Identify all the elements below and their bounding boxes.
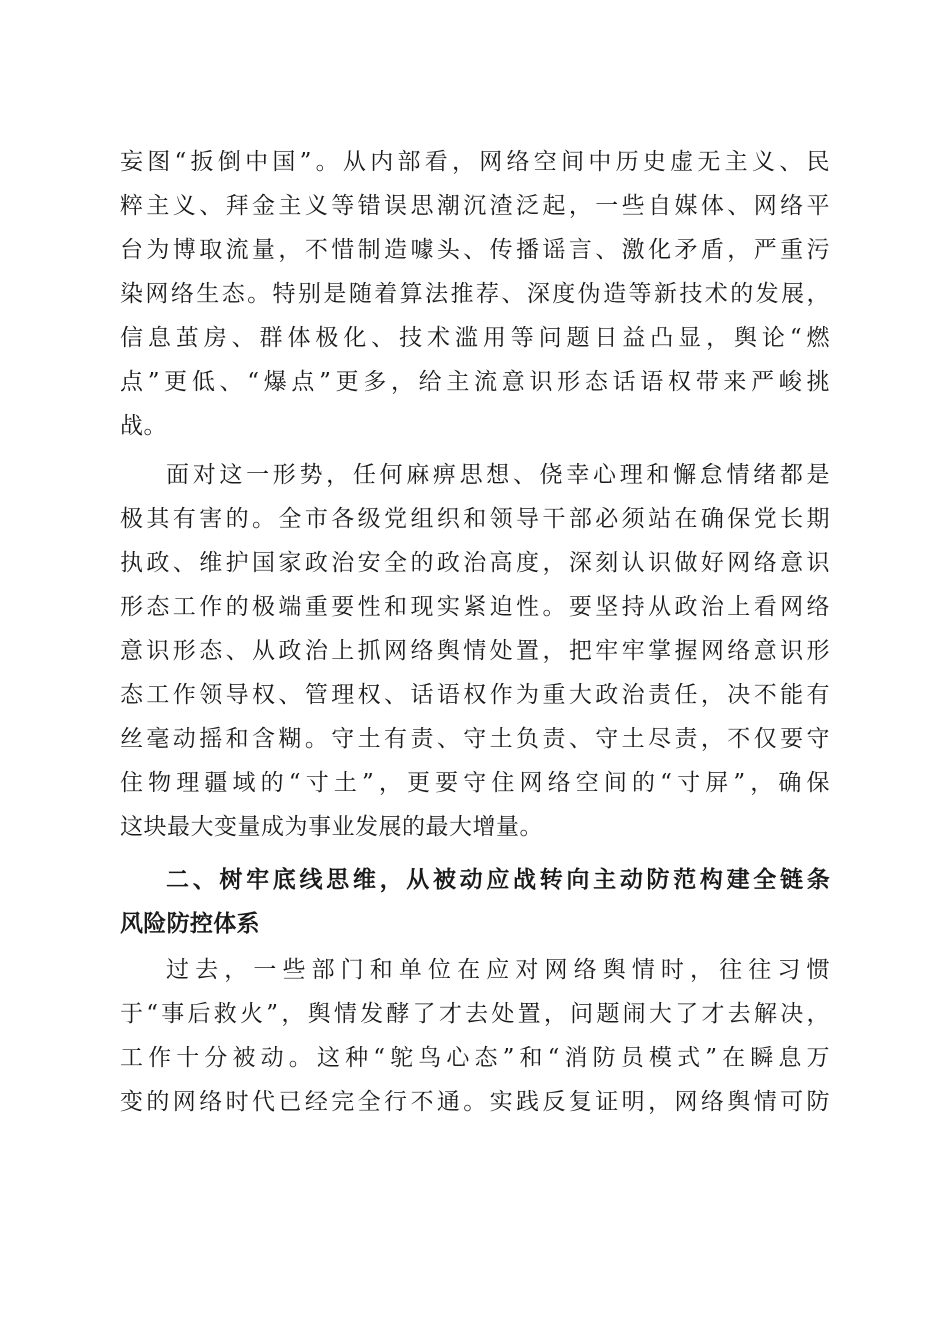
- paragraph-line: 面对这一形势，任何麻痹思想、侥幸心理和懈怠情绪都是: [166, 462, 830, 488]
- paragraph-line: 意识形态、从政治上抓网络舆情处置，把牢牢掌握网络意识形: [120, 638, 830, 664]
- paragraph-line: 妄图“扳倒中国”。从内部看，网络空间中历史虚无主义、民: [120, 149, 830, 175]
- paragraph-line: 极其有害的。全市各级党组织和领导干部必须站在确保党长期: [120, 506, 830, 532]
- paragraph-line: 战。: [120, 413, 167, 439]
- paragraph-line: 信息茧房、群体极化、技术滥用等问题日益凸显，舆论“燃: [120, 325, 830, 351]
- paragraph-line: 过去，一些部门和单位在应对网络舆情时，往往习惯: [166, 957, 830, 983]
- paragraph-2: [120, 453, 830, 849]
- paragraph-line: 工作十分被动。这种“鸵鸟心态”和“消防员模式”在瞬息万: [120, 1045, 830, 1071]
- paragraph-line: 变的网络时代已经完全行不通。实践反复证明，网络舆情可防: [120, 1089, 830, 1115]
- heading-line: 二、树牢底线思维，从被动应战转向主动防范构建全链条: [166, 867, 830, 893]
- paragraph-line: 丝毫动摇和含糊。守土有责、守土负责、守土尽责，不仅要守: [120, 726, 830, 752]
- paragraph-1: [120, 140, 830, 448]
- paragraph-line: 于“事后救火”，舆情发酵了才去处置，问题闹大了才去解决，: [120, 1001, 830, 1027]
- paragraph-line: 这块最大变量成为事业发展的最大增量。: [120, 814, 543, 840]
- paragraph-line: 染网络生态。特别是随着算法推荐、深度伪造等新技术的发展，: [120, 281, 830, 307]
- paragraph-line: 住物理疆域的“寸土”，更要守住网络空间的“寸屏”，确保: [120, 770, 830, 796]
- paragraph-line: 执政、维护国家政治安全的政治高度，深刻认识做好网络意识: [120, 550, 830, 576]
- paragraph-line: 点”更低、“爆点”更多，给主流意识形态话语权带来严峻挑: [120, 369, 830, 395]
- section-heading: [120, 858, 830, 946]
- paragraph-line: 态工作领导权、管理权、话语权作为重大政治责任，决不能有: [120, 682, 830, 708]
- paragraph-line: 台为博取流量，不惜制造噱头、传播谣言、激化矛盾，严重污: [120, 237, 830, 263]
- paragraph-3: [120, 948, 830, 1124]
- paragraph-line: 粹主义、拜金主义等错误思潮沉渣泛起，一些自媒体、网络平: [120, 193, 830, 219]
- heading-line: 风险防控体系: [120, 911, 260, 937]
- paragraph-line: 形态工作的极端重要性和现实紧迫性。要坚持从政治上看网络: [120, 594, 830, 620]
